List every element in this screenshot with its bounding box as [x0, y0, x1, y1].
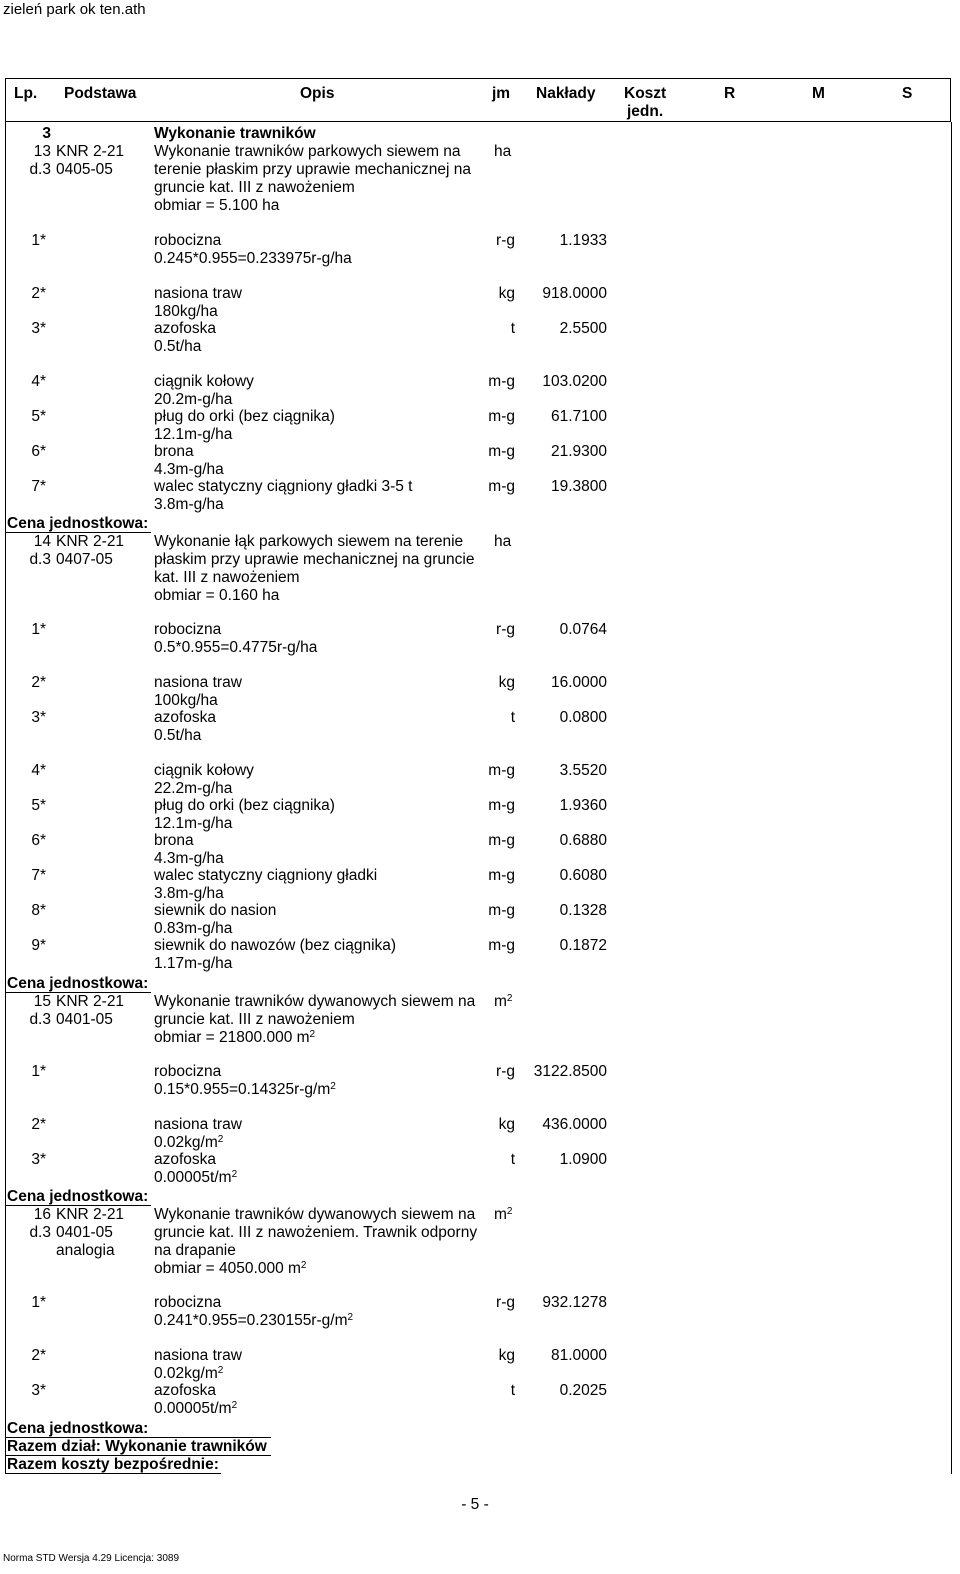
resource-unit: r-g	[496, 1063, 515, 1080]
direct-costs-label: Razem koszty bezpośrednie:	[7, 1456, 219, 1473]
resource-number: 2*	[31, 1347, 46, 1364]
resource-unit: t	[510, 320, 515, 337]
table-border-left	[5, 122, 6, 1474]
resource-norm: 3.8m-g/ha	[154, 496, 224, 513]
resource-number: 5*	[31, 408, 46, 425]
resource-unit: m-g	[488, 408, 515, 425]
resource-name: azofoska	[154, 709, 217, 726]
resource-number: 7*	[31, 867, 46, 884]
position-description: Wykonanie łąk parkowych siewem na terenie	[154, 533, 464, 550]
resource-norm: 0.5t/ha	[154, 338, 202, 355]
resource-unit: m-g	[488, 832, 515, 849]
resource-quantity: 81.0000	[550, 1347, 607, 1364]
position-lp-sub: d.3	[29, 551, 51, 568]
position-description: obmiar = 4050.000 $m^2$	[154, 1260, 307, 1277]
resource-name: azofoska	[154, 320, 217, 337]
resource-unit: r-g	[496, 232, 515, 249]
resource-number: 3*	[31, 1382, 46, 1399]
resource-number: 4*	[31, 762, 46, 779]
resource-number: 3*	[31, 709, 46, 726]
resource-name: azofoska	[154, 1151, 217, 1168]
divider	[5, 1473, 221, 1474]
page-number: - 5 -	[461, 1496, 489, 1513]
resource-quantity: 1.9360	[559, 797, 607, 814]
position-description: obmiar = 0.160 ha	[154, 587, 280, 604]
position-unit: ha	[494, 143, 512, 160]
position-base: KNR 2-21	[56, 533, 125, 550]
resource-unit: r-g	[496, 1294, 515, 1311]
resource-quantity: 0.1328	[559, 902, 607, 919]
resource-quantity: 16.0000	[550, 674, 607, 691]
resource-name: siewnik do nasion	[154, 902, 277, 919]
resource-norm: $0.02kg/m^2$	[154, 1134, 224, 1151]
resource-quantity: 932.1278	[542, 1294, 607, 1311]
position-description: Wykonanie trawników dywanowych siewem na	[154, 1206, 476, 1223]
resource-name: pług do orki (bez ciągnika)	[154, 797, 335, 814]
resource-norm: $0.00005t/m^2$	[154, 1169, 238, 1186]
header-s: S	[902, 85, 913, 102]
resource-norm: $0.15*0.955=0.14325r-g/m^2$	[154, 1081, 336, 1098]
position-description: obmiar = 5.100 ha	[154, 197, 280, 214]
resource-unit: kg	[498, 1116, 515, 1133]
resource-norm: $0.00005t/m^2$	[154, 1400, 238, 1417]
resource-name: nasiona traw	[154, 674, 242, 691]
resource-norm: 180kg/ha	[154, 303, 218, 320]
position-base-note: analogia	[56, 1242, 115, 1259]
resource-quantity: 61.7100	[550, 408, 607, 425]
header-m: M	[812, 85, 825, 102]
position-unit: ha	[494, 533, 512, 550]
resource-name: ciągnik kołowy	[154, 762, 254, 779]
section-number: 3	[42, 125, 51, 142]
resource-quantity: 0.1872	[559, 937, 607, 954]
position-base-code: 0407-05	[56, 551, 113, 568]
position-base: KNR 2-21	[56, 143, 125, 160]
header-podstawa: Podstawa	[64, 85, 137, 102]
header-naklady: Nakłady	[536, 85, 596, 102]
resource-norm: 20.2m-g/ha	[154, 391, 233, 408]
resource-norm: $0.241*0.955=0.230155r-g/m^2$	[154, 1312, 354, 1329]
resource-name: robocizna	[154, 621, 222, 638]
resource-norm: 0.5t/ha	[154, 727, 202, 744]
position-lp: 13	[33, 143, 51, 160]
resource-quantity: 1.1933	[559, 232, 607, 249]
resource-unit: m-g	[488, 902, 515, 919]
resource-name: azofoska	[154, 1382, 217, 1399]
unit-price-label: Cena jednostkowa:	[7, 975, 149, 992]
header-koszt: Koszt	[624, 85, 667, 102]
resource-number: 1*	[31, 232, 46, 249]
resource-number: 6*	[31, 832, 46, 849]
resource-unit: t	[510, 709, 515, 726]
resource-quantity: 436.0000	[542, 1116, 607, 1133]
resource-unit: m-g	[488, 797, 515, 814]
resource-unit: m-g	[488, 373, 515, 390]
resource-unit: m-g	[488, 478, 515, 495]
resource-norm: 12.1m-g/ha	[154, 815, 233, 832]
position-description: płaskim przy uprawie mechanicznej na gruncie	[154, 551, 475, 568]
resource-name: nasiona traw	[154, 1116, 242, 1133]
position-description: Wykonanie trawników parkowych siewem na	[154, 143, 461, 160]
position-description: obmiar = 21800.000 $m^2$	[154, 1029, 316, 1046]
resource-number: 5*	[31, 797, 46, 814]
resource-unit: r-g	[496, 621, 515, 638]
resource-number: 9*	[31, 937, 46, 954]
resource-name: robocizna	[154, 232, 222, 249]
resource-quantity: 0.6880	[559, 832, 607, 849]
resource-name: pług do orki (bez ciągnika)	[154, 408, 335, 425]
resource-quantity: 3.5520	[559, 762, 607, 779]
resource-norm: 4.3m-g/ha	[154, 850, 224, 867]
resource-quantity: 3122.8500	[533, 1063, 607, 1080]
table-border-right	[951, 122, 952, 1474]
resource-number: 2*	[31, 1116, 46, 1133]
position-unit: $m^2$	[494, 993, 513, 1010]
document-title: zieleń park ok ten.ath	[3, 1, 146, 18]
resource-name: robocizna	[154, 1294, 222, 1311]
position-lp: 16	[33, 1206, 51, 1223]
resource-unit: m-g	[488, 443, 515, 460]
position-base-code: 0401-05	[56, 1011, 113, 1028]
resource-name: ciągnik kołowy	[154, 373, 254, 390]
resource-name: nasiona traw	[154, 285, 242, 302]
resource-unit: kg	[498, 674, 515, 691]
resource-number: 4*	[31, 373, 46, 390]
position-lp: 15	[33, 993, 51, 1010]
resource-name: brona	[154, 443, 194, 460]
resource-name: brona	[154, 832, 194, 849]
position-description: gruncie kat. III z nawożeniem	[154, 1011, 355, 1028]
resource-quantity: 103.0200	[542, 373, 607, 390]
header-koszt-jedn: jedn.	[627, 103, 664, 120]
unit-price-label: Cena jednostkowa:	[7, 1420, 149, 1437]
resource-number: 8*	[31, 902, 46, 919]
resource-number: 1*	[31, 621, 46, 638]
position-description: kat. III z nawożeniem	[154, 569, 300, 586]
resource-name: robocizna	[154, 1063, 222, 1080]
section-title: Wykonanie trawników	[154, 125, 316, 142]
resource-number: 3*	[31, 320, 46, 337]
position-description: gruncie kat. III z nawożeniem	[154, 179, 355, 196]
resource-quantity: 1.0900	[559, 1151, 607, 1168]
header-r: R	[724, 85, 736, 102]
resource-unit: kg	[498, 285, 515, 302]
section-total-label: Razem dział: Wykonanie trawników	[7, 1438, 267, 1455]
resource-number: 7*	[31, 478, 46, 495]
position-base: KNR 2-21	[56, 1206, 125, 1223]
position-description: na drapanie	[154, 1242, 236, 1259]
position-base: KNR 2-21	[56, 993, 125, 1010]
position-lp-sub: d.3	[29, 161, 51, 178]
resource-quantity: 0.6080	[559, 867, 607, 884]
position-lp-sub: d.3	[29, 1011, 51, 1028]
resource-quantity: 0.0764	[559, 621, 607, 638]
resource-norm: 12.1m-g/ha	[154, 426, 233, 443]
resource-unit: m-g	[488, 762, 515, 779]
resource-number: 6*	[31, 443, 46, 460]
resource-number: 2*	[31, 285, 46, 302]
resource-name: nasiona traw	[154, 1347, 242, 1364]
header-jm: jm	[492, 85, 511, 102]
resource-norm: 0.5*0.955=0.4775r-g/ha	[154, 639, 318, 656]
position-lp: 14	[33, 533, 51, 550]
resource-norm: 4.3m-g/ha	[154, 461, 224, 478]
resource-name: walec statyczny ciągniony gładki	[154, 867, 378, 884]
resource-quantity: 21.9300	[550, 443, 607, 460]
position-lp-sub: d.3	[29, 1224, 51, 1241]
resource-norm: 3.8m-g/ha	[154, 885, 224, 902]
unit-price-label: Cena jednostkowa:	[7, 515, 149, 532]
resource-quantity: 918.0000	[542, 285, 607, 302]
header-opis: Opis	[300, 85, 335, 102]
table-header	[5, 78, 951, 122]
position-unit: $m^2$	[494, 1206, 513, 1223]
resource-norm: 1.17m-g/ha	[154, 955, 233, 972]
resource-number: 1*	[31, 1063, 46, 1080]
resource-norm: 100kg/ha	[154, 692, 218, 709]
resource-unit: t	[510, 1382, 515, 1399]
resource-quantity: 19.3800	[550, 478, 607, 495]
resource-quantity: 0.0800	[559, 709, 607, 726]
resource-number: 1*	[31, 1294, 46, 1311]
position-description: terenie płaskim przy uprawie mechanicznej na	[154, 161, 472, 178]
position-description: gruncie kat. III z nawożeniem. Trawnik odporny	[154, 1224, 478, 1241]
resource-unit: kg	[498, 1347, 515, 1364]
resource-unit: m-g	[488, 867, 515, 884]
resource-norm: 0.83m-g/ha	[154, 920, 233, 937]
position-description: Wykonanie trawników dywanowych siewem na	[154, 993, 476, 1010]
footer-license: Norma STD Wersja 4.29 Licencja: 3089	[3, 1553, 180, 1564]
resource-number: 2*	[31, 674, 46, 691]
resource-norm: 22.2m-g/ha	[154, 780, 233, 797]
position-base-code: 0405-05	[56, 161, 113, 178]
resource-name: walec statyczny ciągniony gładki 3-5 t	[154, 478, 413, 495]
resource-quantity: 0.2025	[559, 1382, 607, 1399]
position-base-code: 0401-05	[56, 1224, 113, 1241]
unit-price-label: Cena jednostkowa:	[7, 1188, 149, 1205]
resource-unit: t	[510, 1151, 515, 1168]
resource-number: 3*	[31, 1151, 46, 1168]
resource-unit: m-g	[488, 937, 515, 954]
resource-norm: $0.02kg/m^2$	[154, 1365, 224, 1382]
header-lp: Lp.	[14, 85, 38, 102]
resource-name: siewnik do nawozów (bez ciągnika)	[154, 937, 397, 954]
resource-quantity: 2.5500	[559, 320, 607, 337]
resource-norm: 0.245*0.955=0.233975r-g/ha	[154, 250, 352, 267]
